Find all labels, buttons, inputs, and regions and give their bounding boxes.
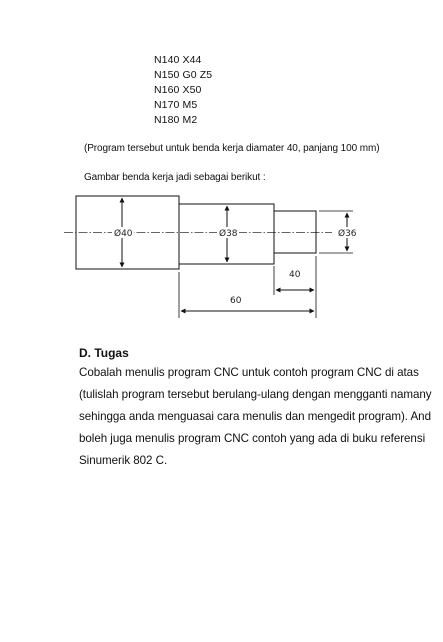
program-line: N150 G0 Z5 [154,69,213,81]
dia-40-label: Ø40 [114,229,133,239]
paragraph-line: sehingga anda menguasai cara menulis dan mengedit program). And [79,410,431,423]
program-note: (Program tersebut untuk benda kerja diamater 40, panjang 100 mm) [84,143,380,154]
program-line: N140 X44 [154,54,202,66]
paragraph-line: Sinumerik 802 C. [79,454,168,467]
dim-40-label: 40 [289,270,301,280]
program-line: N180 M2 [154,114,198,126]
dia-36-label: Ø36 [338,229,357,239]
paragraph-line: boleh juga menulis program CNC contoh yang ada di buku referensi [79,432,426,445]
paragraph-line: Cobalah menulis program CNC untuk contoh program CNC di atas [79,366,419,379]
program-line: N170 M5 [154,99,198,111]
paragraph-line: (tulislah program tersebut berulang-ulang dengan mengganti namany [79,388,432,401]
program-line: N160 X50 [154,84,202,96]
dia-38-label: Ø38 [219,229,238,239]
dim-60-label: 60 [230,296,242,306]
figure-intro: Gambar benda kerja jadi sebagai berikut : [84,172,266,183]
section-heading: D. Tugas [79,346,129,360]
step-dia-36 [274,211,316,253]
